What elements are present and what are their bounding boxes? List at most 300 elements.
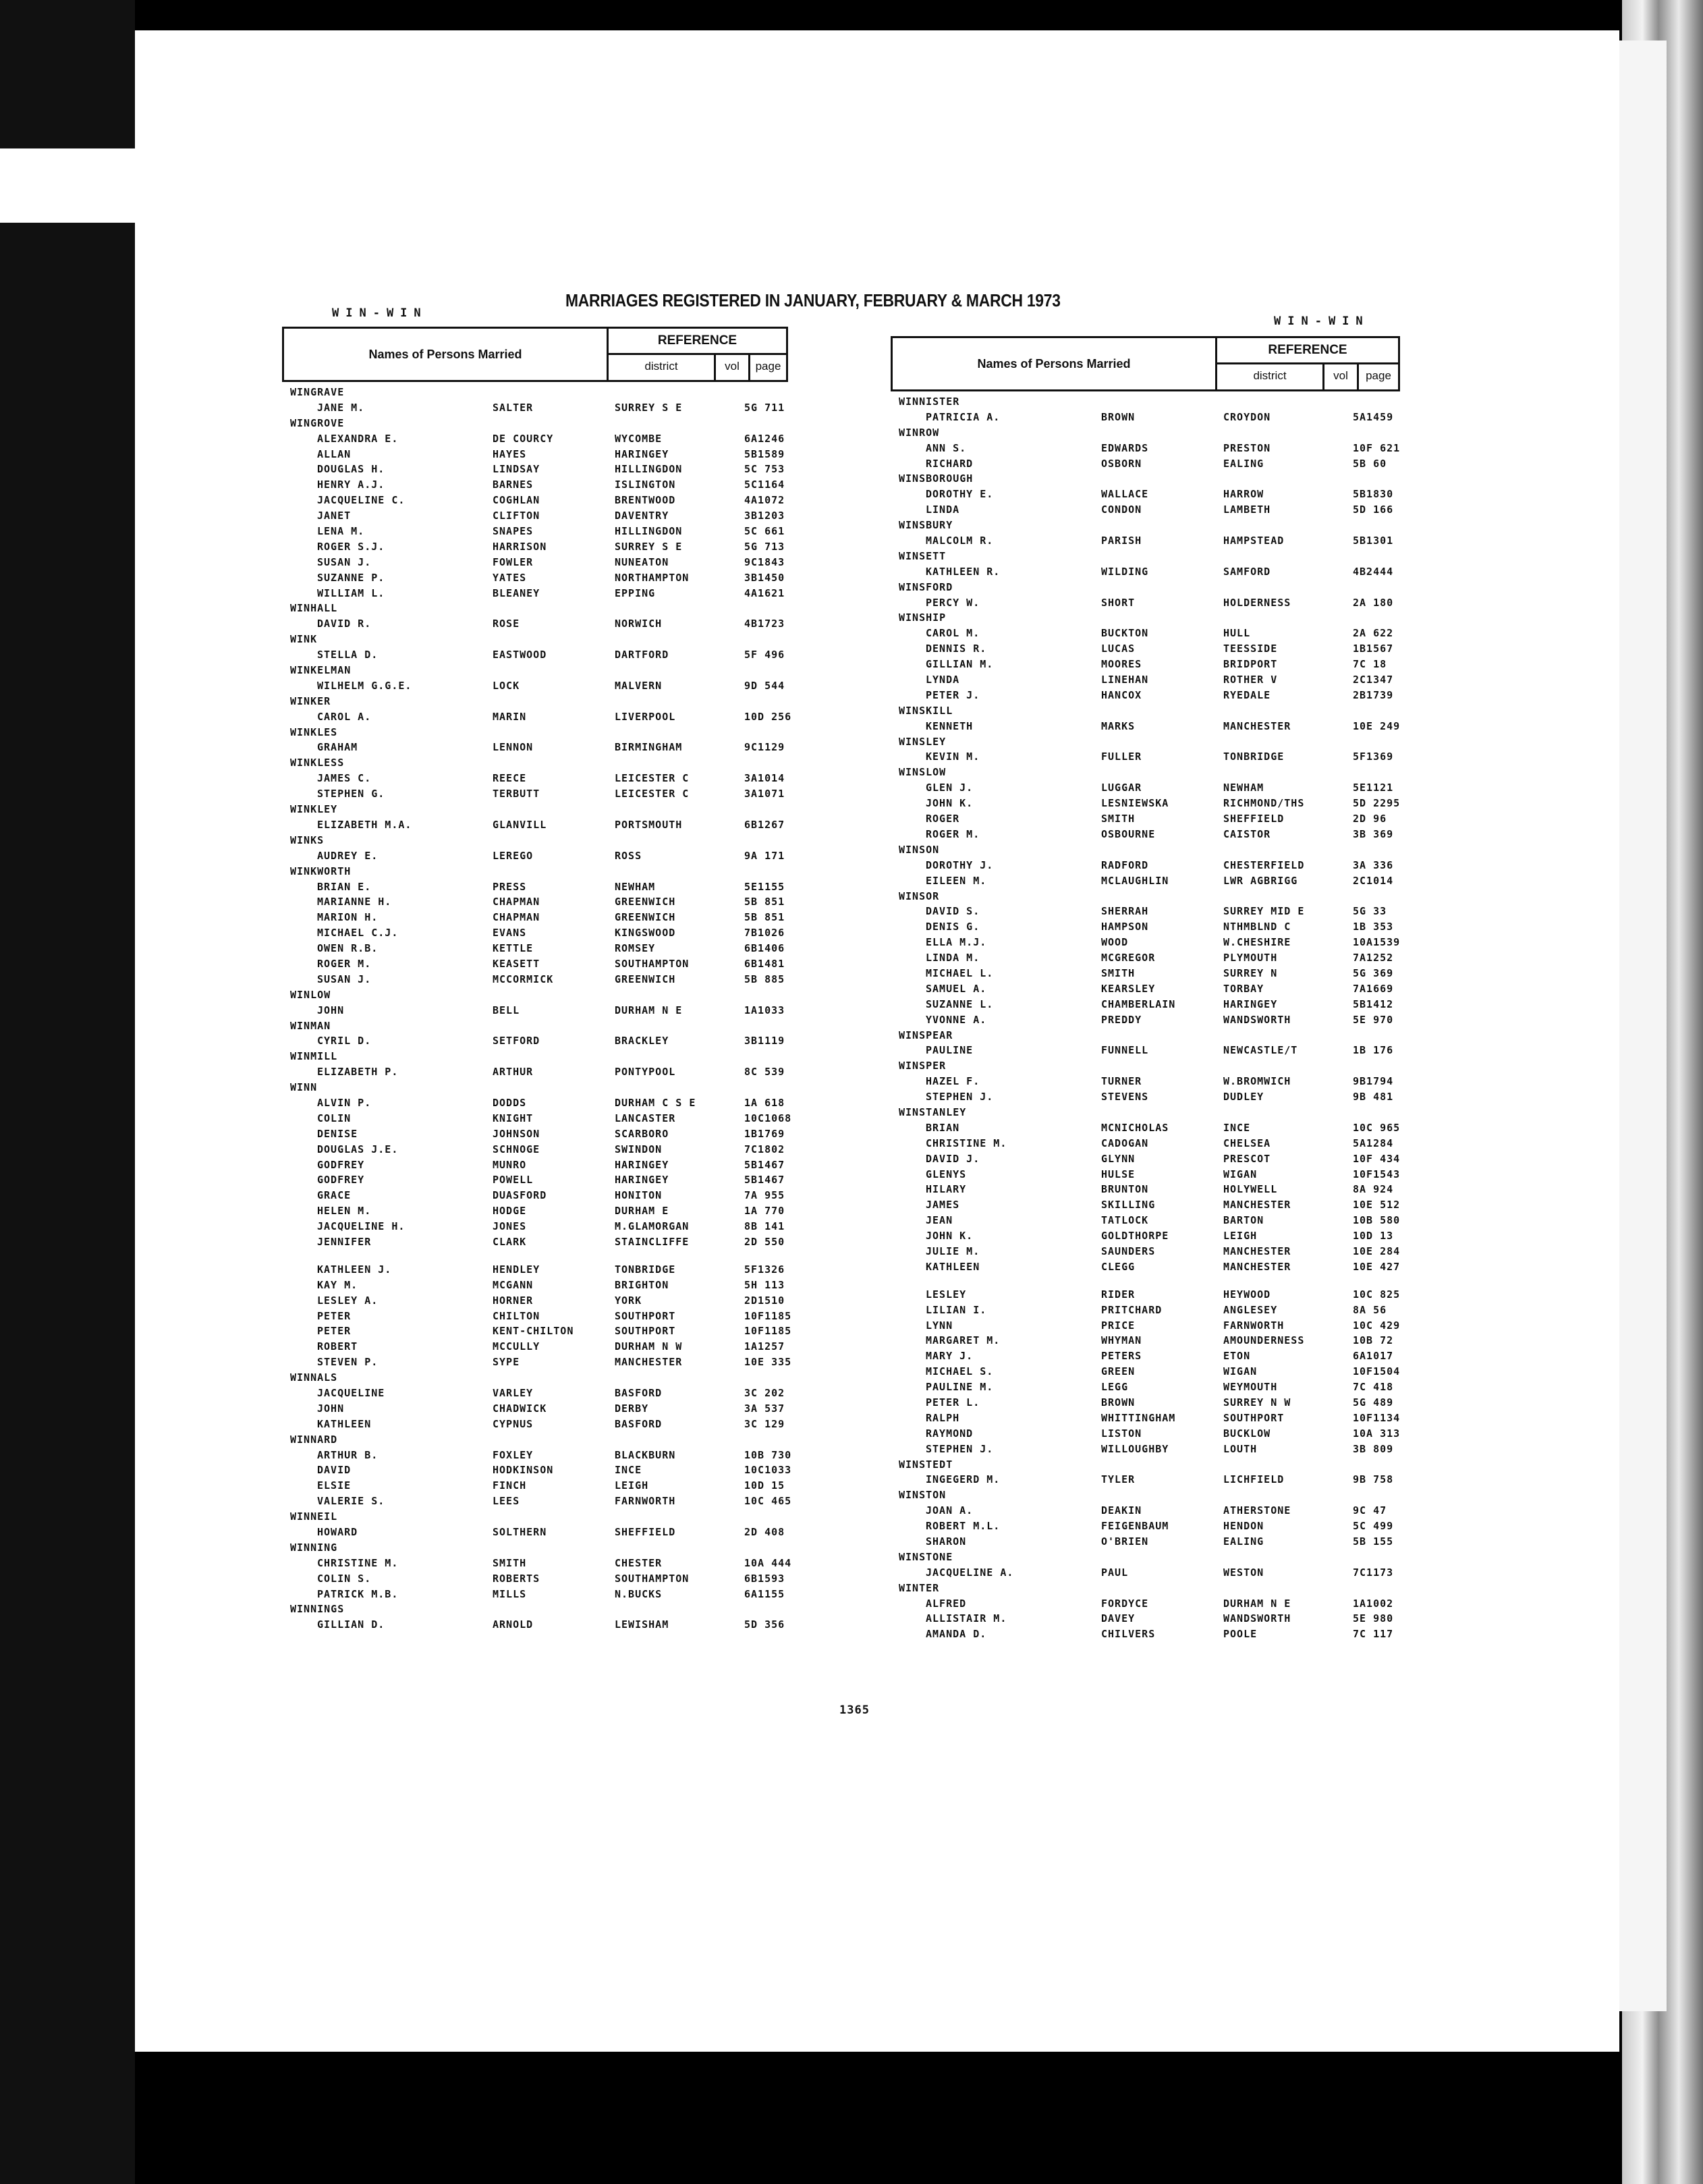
first-name: GODFREY <box>317 1174 365 1186</box>
surname-heading-row <box>891 425 1400 441</box>
spouse-surname: FOWLER <box>493 555 534 568</box>
reference: 5B 885 <box>744 973 785 985</box>
spouse-surname: CADOGAN <box>1101 1137 1149 1149</box>
district: GREENWICH <box>615 911 676 924</box>
surname-heading-row <box>891 1105 1400 1120</box>
entry-row <box>891 749 1400 765</box>
surname-heading-row <box>891 703 1400 719</box>
spouse-surname: SYPE <box>493 1356 520 1369</box>
entry-row <box>891 950 1400 966</box>
first-name: ALLISTAIR M. <box>926 1612 1007 1625</box>
reference: 9C 47 <box>1353 1504 1387 1517</box>
entry-row <box>891 533 1400 549</box>
reference: 5E1121 <box>1353 782 1394 794</box>
first-name: ROGER S.J. <box>317 540 385 553</box>
district: CROYDON <box>1223 410 1271 423</box>
entry-row <box>282 1339 788 1355</box>
reference: 5B1412 <box>1353 998 1394 1010</box>
district: TONBRIDGE <box>1223 750 1285 763</box>
first-name: JACQUELINE <box>317 1387 385 1399</box>
spouse-surname: MOORES <box>1101 658 1142 671</box>
surname: WINSTANLEY <box>899 1105 967 1118</box>
reference-header: REFERENCE <box>609 329 786 355</box>
district: HARROW <box>1223 488 1264 501</box>
spouse-surname: BROWN <box>1101 410 1136 423</box>
entry-row <box>891 641 1400 657</box>
district: WEYMOUTH <box>1223 1381 1278 1394</box>
surname: WINSETT <box>899 549 947 562</box>
first-name: ELIZABETH P. <box>317 1066 399 1079</box>
entry-row <box>891 456 1400 472</box>
district: SOUTHPORT <box>615 1325 676 1338</box>
first-name: LYNDA <box>926 674 960 686</box>
reference: 10C1068 <box>744 1112 792 1124</box>
first-name: KATHLEEN R. <box>926 565 1001 578</box>
reference: 5G 33 <box>1353 905 1387 918</box>
district: SOUTHPORT <box>1223 1411 1285 1424</box>
reference: 10E 512 <box>1353 1199 1401 1211</box>
district: ROMSEY <box>615 942 656 955</box>
district: MANCHESTER <box>1223 1199 1291 1211</box>
first-name: CAROL A. <box>317 710 372 723</box>
entry-row <box>891 1213 1400 1228</box>
district: ATHERSTONE <box>1223 1504 1291 1517</box>
entry-row <box>891 1259 1400 1275</box>
first-name: ROGER M. <box>317 957 372 970</box>
district: LEICESTER C <box>615 772 690 785</box>
entry-row <box>891 1519 1400 1534</box>
district: HARINGEY <box>615 1158 669 1171</box>
surname: WINKLES <box>290 726 338 738</box>
reference: 5B 851 <box>744 911 785 924</box>
district: SURREY MID E <box>1223 905 1305 918</box>
reference: 10D 256 <box>744 710 792 723</box>
entry-row <box>282 400 788 416</box>
reference: 5D 166 <box>1353 503 1394 516</box>
reference: 6B1481 <box>744 957 785 970</box>
district: SOUTHAMPTON <box>615 1572 690 1585</box>
entry-row <box>282 1064 788 1080</box>
surname: WINMAN <box>290 1019 331 1032</box>
spouse-surname: WOOD <box>1101 936 1129 949</box>
spouse-surname: LESNIEWSKA <box>1101 797 1169 810</box>
spouse-surname: CHILTON <box>493 1309 540 1322</box>
surname: WINROW <box>899 426 940 439</box>
entry-row <box>282 616 788 632</box>
surname: WINSBURY <box>899 519 953 532</box>
first-name: DOUGLAS J.E. <box>317 1143 399 1155</box>
reference: 1B1567 <box>1353 643 1394 655</box>
district: BRENTWOOD <box>615 494 676 507</box>
spouse-surname: GREEN <box>1101 1365 1136 1378</box>
first-name: PATRICK M.B. <box>317 1587 399 1600</box>
surname: WINNING <box>290 1541 338 1554</box>
spouse-surname: MCNICHOLAS <box>1101 1121 1169 1134</box>
surname-heading-row <box>282 1049 788 1064</box>
spouse-surname: LUCAS <box>1101 643 1136 655</box>
entry-row <box>891 1364 1400 1380</box>
spouse-surname: ARNOLD <box>493 1618 534 1631</box>
spouse-surname: WILLOUGHBY <box>1101 1442 1169 1455</box>
first-name: AMANDA D. <box>926 1628 987 1641</box>
entry-row <box>282 678 788 694</box>
first-name: MICHAEL C.J. <box>317 927 399 939</box>
district: NORWICH <box>615 618 663 630</box>
district: ROSS <box>615 849 642 862</box>
index-range-right: WIN-WIN <box>1274 315 1370 328</box>
spouse-surname: LISTON <box>1101 1427 1142 1440</box>
entry-row <box>282 879 788 895</box>
surname-heading-row <box>282 385 788 400</box>
entry-row <box>282 771 788 786</box>
surname-heading-row <box>891 734 1400 750</box>
spouse-surname: MCGREGOR <box>1101 952 1156 964</box>
reference: 2B1739 <box>1353 688 1394 701</box>
surname-heading-row <box>891 1028 1400 1043</box>
spouse-surname: LOCK <box>493 679 520 692</box>
entry-row <box>891 1503 1400 1519</box>
district: STAINCLIFFE <box>615 1235 690 1248</box>
first-name: MALCOLM R. <box>926 535 994 547</box>
entry-row <box>282 1525 788 1540</box>
first-name: EILEEN M. <box>926 874 987 887</box>
entry-row <box>282 1323 792 1339</box>
reference: 5B1589 <box>744 447 785 460</box>
entry-row <box>282 1463 792 1478</box>
district: MANCHESTER <box>615 1356 683 1369</box>
district: WIGAN <box>1223 1365 1258 1378</box>
spouse-surname: SNAPES <box>493 525 534 538</box>
district: DARTFORD <box>615 649 669 661</box>
scan-white-strip <box>0 148 138 223</box>
reference: 1B1769 <box>744 1127 785 1140</box>
surname: WINSLOW <box>899 766 947 779</box>
spouse-surname: PREDDY <box>1101 1013 1142 1026</box>
spouse-surname: SMITH <box>493 1556 527 1569</box>
entry-row <box>891 1012 1400 1028</box>
reference: 1B 176 <box>1353 1044 1394 1057</box>
spouse-surname: WHYMAN <box>1101 1334 1142 1347</box>
entry-row <box>282 1478 788 1494</box>
surname-heading-row <box>891 580 1400 595</box>
district: NORTHAMPTON <box>615 571 690 584</box>
district: TONBRIDGE <box>615 1263 676 1276</box>
reference: 5D 356 <box>744 1618 785 1631</box>
spouse-surname: HORNER <box>493 1294 534 1307</box>
entry-row <box>891 997 1400 1012</box>
district: LEWISHAM <box>615 1618 669 1631</box>
surname-heading-row <box>891 889 1400 904</box>
spouse-surname: VARLEY <box>493 1387 534 1399</box>
reference: 6A1246 <box>744 432 785 445</box>
reference-header-block <box>1215 338 1398 389</box>
first-name: DENNIS R. <box>926 643 987 655</box>
district: PONTYPOOL <box>615 1066 676 1079</box>
first-name: JANE M. <box>317 401 365 414</box>
spouse-surname: SMITH <box>1101 966 1136 979</box>
spouse-surname: CHAPMAN <box>493 911 540 924</box>
spouse-surname: STEVENS <box>1101 1091 1149 1103</box>
reference: 7C 117 <box>1353 1628 1394 1641</box>
surname: WINSOR <box>899 890 940 902</box>
first-name: CHRISTINE M. <box>926 1137 1007 1149</box>
reference-header: REFERENCE <box>1217 338 1398 364</box>
first-name: KATHLEEN J. <box>317 1263 392 1276</box>
page-title: MARRIAGES REGISTERED IN JANUARY, FEBRUARY & MARCH 1973 <box>565 290 1061 310</box>
reference: 8A 924 <box>1353 1183 1394 1196</box>
entry-row <box>891 1627 1400 1642</box>
entry-row <box>891 827 1400 842</box>
spouse-surname: MCGANN <box>493 1278 534 1291</box>
reference: 7A 955 <box>744 1189 785 1202</box>
district: BRIGHTON <box>615 1278 669 1291</box>
entry-row <box>282 1033 788 1049</box>
surname-heading-row <box>891 610 1400 626</box>
spouse-surname: PRESS <box>493 880 527 893</box>
district: SHEFFIELD <box>615 1526 676 1539</box>
spouse-surname: MUNRO <box>493 1158 527 1171</box>
district: EPPING <box>615 586 656 599</box>
first-name: JACQUELINE C. <box>317 494 406 507</box>
first-name: ALFRED <box>926 1597 967 1610</box>
reference: 10E 335 <box>744 1356 792 1369</box>
first-name: AUDREY E. <box>317 849 379 862</box>
first-name: DENISE <box>317 1127 358 1140</box>
spouse-surname: BRUNTON <box>1101 1183 1149 1196</box>
reference: 3B1450 <box>744 571 785 584</box>
spouse-surname: HAMPSON <box>1101 921 1149 933</box>
spouse-surname: GOLDTHORPE <box>1101 1230 1169 1243</box>
page-number: 1365 <box>839 1703 870 1717</box>
first-name: MARIANNE H. <box>317 896 392 908</box>
spouse-surname: WHITTINGHAM <box>1101 1411 1176 1424</box>
first-name: ROGER M. <box>926 827 980 840</box>
district: HULL <box>1223 627 1251 640</box>
entry-row <box>282 910 788 925</box>
entry-row <box>891 1167 1400 1182</box>
district: CHESTER <box>615 1556 663 1569</box>
entry-row <box>282 431 788 447</box>
district: EALING <box>1223 1535 1264 1548</box>
entry-row <box>891 564 1400 580</box>
reference: 2A 622 <box>1353 627 1394 640</box>
first-name: STELLA D. <box>317 649 379 661</box>
spouse-surname: KETTLE <box>493 942 534 955</box>
first-name: DAVID S. <box>926 905 980 918</box>
district: LAMBETH <box>1223 503 1271 516</box>
spouse-surname: BLEANEY <box>493 586 540 599</box>
surname-heading-row <box>282 416 788 431</box>
entry-row <box>282 1188 788 1203</box>
surname-heading-row <box>891 1058 1400 1074</box>
first-name: SHARON <box>926 1535 967 1548</box>
names-header: Names of Persons Married <box>977 356 1131 371</box>
reference: 5B1830 <box>1353 488 1394 501</box>
entry-row <box>891 657 1400 672</box>
reference: 5E 970 <box>1353 1013 1394 1026</box>
district: MANCHESTER <box>1223 719 1291 732</box>
first-name: STEPHEN J. <box>926 1091 994 1103</box>
district: CAISTOR <box>1223 827 1271 840</box>
surname: WINK <box>290 633 318 646</box>
district: WANDSWORTH <box>1223 1013 1291 1026</box>
spouse-surname: KEARSLEY <box>1101 982 1156 995</box>
surname: WINLOW <box>290 988 331 1001</box>
reference: 3A 336 <box>1353 858 1394 871</box>
first-name: HELEN M. <box>317 1205 372 1218</box>
entry-row <box>891 1534 1400 1550</box>
entry-row <box>282 894 788 910</box>
entry-row <box>891 1303 1400 1318</box>
spouse-surname: ROSE <box>493 618 520 630</box>
first-name: MICHAEL S. <box>926 1365 994 1378</box>
first-name: ARTHUR B. <box>317 1448 379 1461</box>
surname: WINNARD <box>290 1433 338 1446</box>
district-header: district <box>1217 362 1324 389</box>
district: DERBY <box>615 1402 649 1415</box>
reference: 10E 284 <box>1353 1245 1401 1257</box>
district: LICHFIELD <box>1223 1473 1285 1486</box>
district: W.BROMWICH <box>1223 1075 1291 1088</box>
district: HARINGEY <box>615 447 669 460</box>
reference: 4B2444 <box>1353 565 1394 578</box>
spouse-surname: SCHNOGE <box>493 1143 540 1155</box>
entry-row <box>282 1003 788 1018</box>
reference: 10D 15 <box>744 1479 785 1492</box>
district: ISLINGTON <box>615 479 676 491</box>
reference: 5G 369 <box>1353 966 1394 979</box>
first-name: ROGER <box>926 813 960 825</box>
entry-row <box>891 873 1400 889</box>
surname-heading-row <box>891 1550 1400 1565</box>
first-name: JENNIFER <box>317 1235 372 1248</box>
entry-row <box>282 1417 788 1432</box>
first-name: JAMES <box>926 1199 960 1211</box>
first-name: ANN S. <box>926 441 967 454</box>
entry-row <box>891 1472 1400 1487</box>
reference: 2D 96 <box>1353 813 1387 825</box>
first-name: ALEXANDRA E. <box>317 432 399 445</box>
district: BASFORD <box>615 1387 663 1399</box>
first-name: PATRICIA A. <box>926 410 1001 423</box>
surname-heading-row <box>282 833 788 848</box>
first-name: INGEGERD M. <box>926 1473 1001 1486</box>
entry-row <box>891 904 1400 919</box>
entry-row <box>891 1287 1400 1303</box>
left-table-header <box>282 327 788 382</box>
reference: 5E 980 <box>1353 1612 1394 1625</box>
entry-row <box>282 1386 788 1401</box>
entry-row <box>891 966 1400 981</box>
district: BIRMINGHAM <box>615 741 683 754</box>
reference: 7A1252 <box>1353 952 1394 964</box>
entry-row <box>282 1309 792 1324</box>
spouse-surname: REECE <box>493 772 527 785</box>
reference: 7B1026 <box>744 927 785 939</box>
spouse-surname: FEIGENBAUM <box>1101 1520 1169 1533</box>
entry-row <box>282 1401 788 1417</box>
district-header: district <box>609 353 716 380</box>
spouse-surname: ROBERTS <box>493 1572 540 1585</box>
reference: 5B1467 <box>744 1158 785 1171</box>
entry-row <box>282 740 788 755</box>
first-name: WILHELM G.G.E. <box>317 679 412 692</box>
surname: WINSTONE <box>899 1550 953 1563</box>
entry-gap <box>282 1250 788 1262</box>
first-name: SUSAN J. <box>317 973 372 985</box>
entry-row <box>891 919 1400 935</box>
reference: 5B1301 <box>1353 535 1394 547</box>
spouse-surname: WALLACE <box>1101 488 1149 501</box>
first-name: KENNETH <box>926 719 974 732</box>
spouse-surname: EASTWOOD <box>493 649 547 661</box>
reference: 9B1794 <box>1353 1075 1394 1088</box>
reference: 10F 621 <box>1353 441 1401 454</box>
vol-header: vol <box>1324 362 1359 389</box>
surname: WINKWORTH <box>290 865 352 877</box>
entry-row <box>891 1442 1400 1457</box>
reference: 9B 758 <box>1353 1473 1394 1486</box>
district: HARINGEY <box>1223 998 1278 1010</box>
entry-row <box>891 719 1400 734</box>
entry-row <box>891 1182 1400 1197</box>
reference: 7C1802 <box>744 1143 785 1155</box>
entry-row <box>282 786 788 802</box>
district: TEESSIDE <box>1223 643 1278 655</box>
entry-row <box>282 941 788 956</box>
spouse-surname: KEASETT <box>493 957 540 970</box>
spouse-surname: CLARK <box>493 1235 527 1248</box>
right-column <box>891 336 1400 1642</box>
first-name: ALLAN <box>317 447 352 460</box>
entry-row <box>282 447 788 462</box>
first-name: RICHARD <box>926 457 974 470</box>
spouse-surname: PAUL <box>1101 1566 1129 1579</box>
district: HEYWOOD <box>1223 1288 1271 1301</box>
surname: WINKLEY <box>290 803 338 816</box>
spouse-surname: MCCULLY <box>493 1340 540 1353</box>
spouse-surname: HODGE <box>493 1205 527 1218</box>
surname: WINSPEAR <box>899 1029 953 1041</box>
first-name: JACQUELINE H. <box>317 1220 406 1233</box>
entry-row <box>891 595 1400 611</box>
reference: 9A 171 <box>744 849 785 862</box>
entry-row <box>282 477 788 493</box>
reference: 10F1134 <box>1353 1411 1401 1424</box>
surname: WINSPER <box>899 1060 947 1072</box>
left-column <box>282 327 792 1633</box>
district: HILLINGDON <box>615 463 683 476</box>
first-name: GRACE <box>317 1189 352 1202</box>
first-name: KATHLEEN <box>317 1417 372 1430</box>
first-name: PERCY W. <box>926 596 980 609</box>
entry-row <box>891 1089 1400 1105</box>
reference: 8A 56 <box>1353 1303 1387 1316</box>
spouse-surname: COGHLAN <box>493 494 540 507</box>
first-name: MICHAEL L. <box>926 966 994 979</box>
entry-row <box>282 1219 788 1234</box>
reference: 10A 444 <box>744 1556 792 1569</box>
surname-heading-row <box>282 1080 788 1095</box>
district: EALING <box>1223 457 1264 470</box>
surname: WINHALL <box>290 602 338 615</box>
district: TORBAY <box>1223 982 1264 995</box>
spouse-surname: BELL <box>493 1004 520 1016</box>
reference: 10D 13 <box>1353 1230 1394 1243</box>
reference: 5C 753 <box>744 463 785 476</box>
reference: 7C1173 <box>1353 1566 1394 1579</box>
first-name: ELSIE <box>317 1479 352 1492</box>
